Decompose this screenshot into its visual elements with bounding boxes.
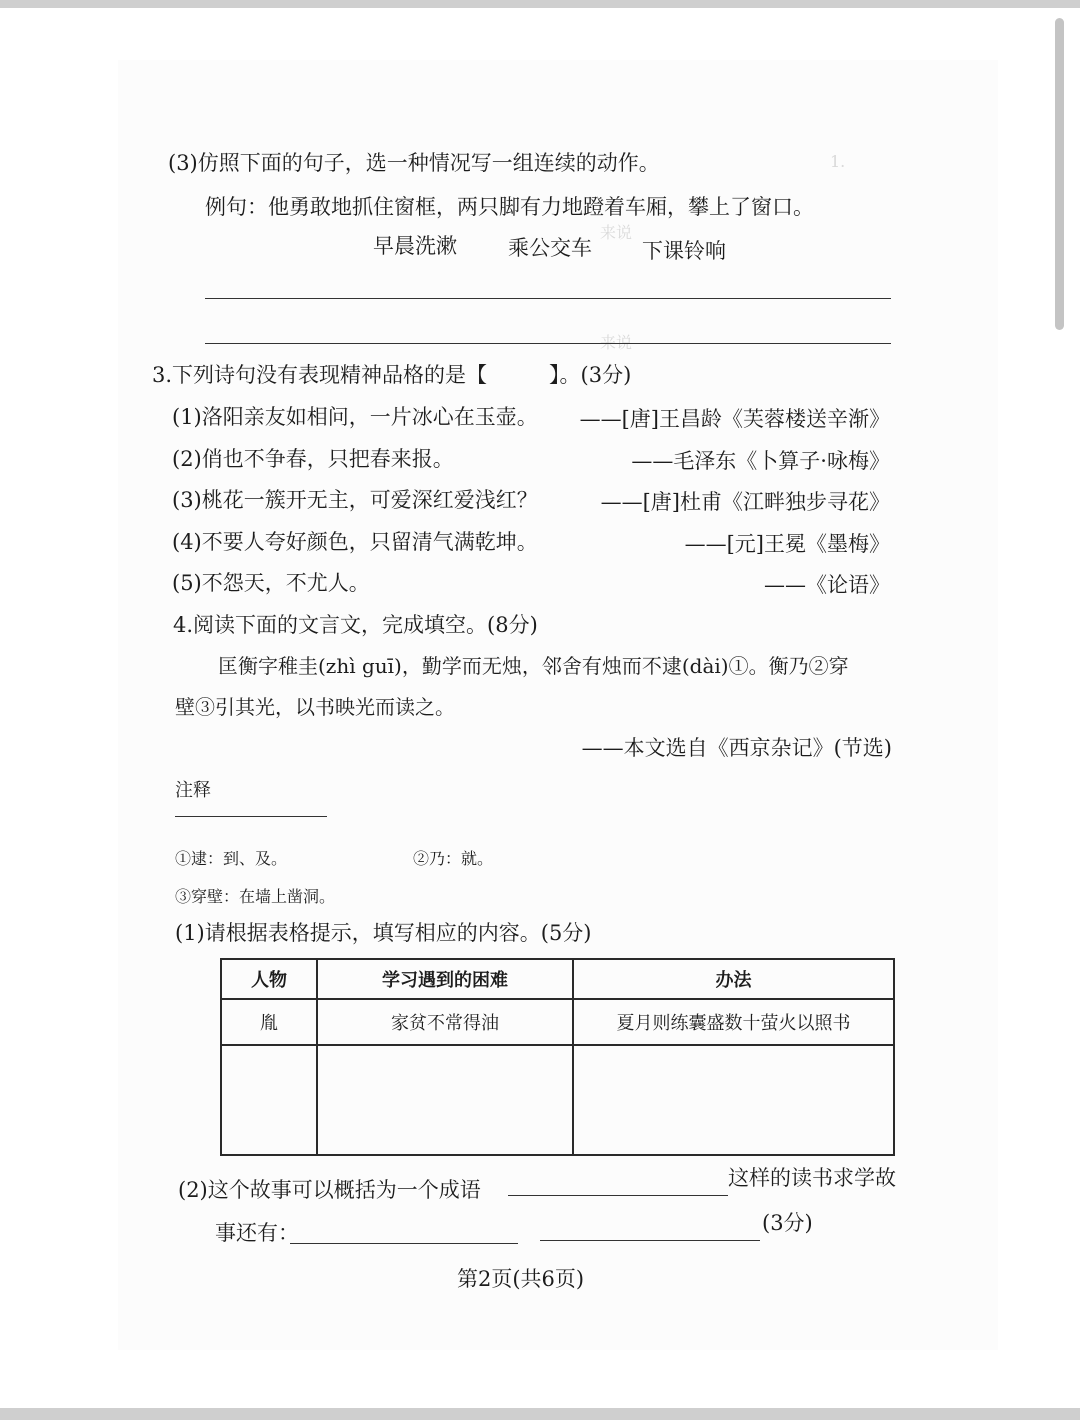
passage-line-1: 匡衡字稚圭(zhì guī)，勤学而无烛，邻舍有烛而不逮(dài)①。衡乃②穿 [218, 654, 849, 678]
option-bus: 乘公交车 [508, 236, 592, 260]
q4-stem: 4.阅读下面的文言文，完成填空。(8分) [173, 613, 538, 637]
top-edge [0, 0, 1080, 8]
bottom-edge [0, 1408, 1080, 1420]
q4-sub2-part2: 这样的读书求学故 [728, 1166, 896, 1190]
q2-3-prompt: (3)仿照下面的句子，选一种情况写一组连续的动作。 [168, 151, 660, 175]
cell-difficulty: 家贫不常得油 [317, 999, 573, 1045]
answer-line-1[interactable] [205, 298, 891, 299]
header-person: 人物 [221, 959, 317, 999]
cell-difficulty-blank[interactable] [317, 1045, 573, 1155]
table-row[interactable] [221, 1045, 894, 1155]
header-difficulty: 学习遇到的困难 [317, 959, 573, 999]
q2-3-example: 例句：他勇敢地抓住窗框，两只脚有力地蹬着车厢，攀上了窗口。 [205, 195, 814, 219]
bleed-through: 来说 [600, 333, 633, 352]
table-header-row [221, 959, 894, 999]
scrollbar[interactable] [1055, 18, 1064, 330]
answer-table [220, 958, 895, 1156]
header-method: 办法 [573, 959, 894, 999]
bleed-through: 来说 [600, 223, 633, 242]
story-blank-1[interactable] [290, 1243, 518, 1244]
passage-source: ——本文选自《西京杂记》(节选) [581, 736, 892, 760]
poem-line-2: (2)俏也不争春，只把春来报。 [172, 447, 454, 471]
note-2: ②乃：就。 [413, 849, 494, 868]
q4-sub2-score: (3分) [762, 1211, 813, 1235]
story-blank-2[interactable] [540, 1240, 760, 1241]
q4-sub2-part1: (2)这个故事可以概括为一个成语 [178, 1178, 481, 1202]
q3-stem-before: 3.下列诗句没有表现精神品格的是【 [152, 363, 488, 387]
note-1: ①逮：到、及。 [175, 849, 288, 868]
note-3: ③穿壁：在墙上凿洞。 [175, 887, 336, 906]
idiom-blank[interactable] [508, 1195, 728, 1196]
cell-method: 夏月则练囊盛数十萤火以照书 [573, 999, 894, 1045]
poem-source-2: ——毛泽东《卜算子·咏梅》 [631, 449, 890, 473]
passage-line-2: 壁③引其光，以书映光而读之。 [175, 695, 455, 719]
q3-stem-after: 】。(3分) [549, 363, 632, 387]
option-bell: 下课铃响 [642, 239, 726, 263]
poem-source-3: ——[唐]杜甫《江畔独步寻花》 [600, 490, 890, 514]
q3-stem [152, 362, 631, 388]
page-footer: 第2页(共6页) [457, 1267, 585, 1291]
poem-line-5: (5)不怨天，不尤人。 [172, 571, 370, 595]
q4-sub1: (1)请根据表格提示，填写相应的内容。(5分) [175, 921, 592, 945]
q4-sub2-part3: 事还有： [215, 1221, 299, 1245]
poem-source-4: ——[元]王冕《墨梅》 [684, 532, 890, 556]
bleed-through: 1. [830, 152, 846, 171]
answer-line-2[interactable] [205, 343, 891, 344]
poem-line-3: (3)桃花一簇开无主，可爱深红爱浅红？ [172, 488, 538, 512]
table-row [221, 999, 894, 1045]
notes-divider [175, 816, 327, 817]
cell-method-blank[interactable] [573, 1045, 894, 1155]
cell-person-blank[interactable] [221, 1045, 317, 1155]
option-morning-wash: 早晨洗漱 [373, 234, 457, 258]
poem-source-1: ——[唐]王昌龄《芙蓉楼送辛渐》 [579, 407, 890, 431]
poem-line-4: (4)不要人夸好颜色，只留清气满乾坤。 [172, 530, 538, 554]
poem-source-5: ——《论语》 [764, 573, 890, 597]
poem-line-1: (1)洛阳亲友如相问，一片冰心在玉壶。 [172, 405, 538, 429]
notes-title: 注释 [175, 780, 211, 801]
cell-person: 胤 [221, 999, 317, 1045]
